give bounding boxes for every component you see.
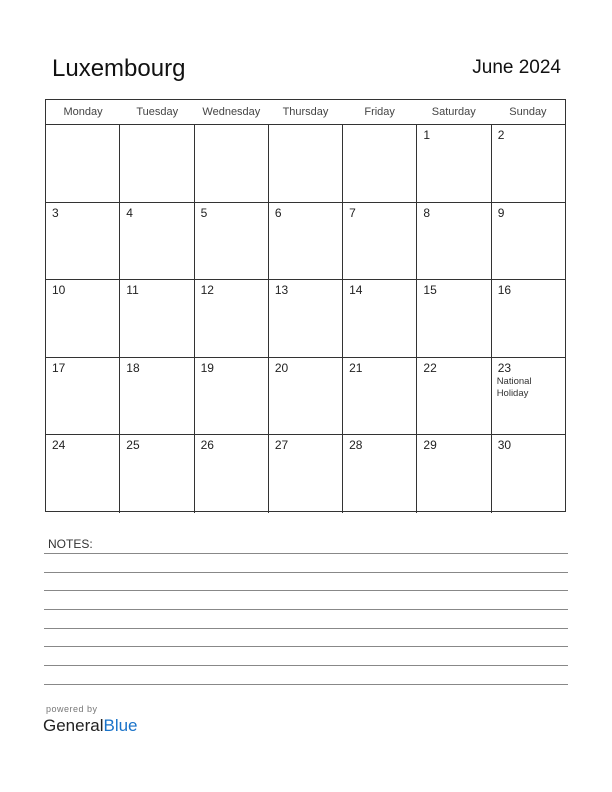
weekday-sunday: Sunday (509, 106, 547, 118)
day-cell (343, 280, 417, 357)
week-row (46, 435, 565, 513)
day-cell (492, 125, 565, 202)
day-cell (46, 203, 120, 280)
notes-line (44, 590, 568, 591)
day-number: 18 (126, 360, 140, 375)
day-number: 20 (274, 360, 289, 375)
day-cell (417, 435, 491, 513)
day-cell (492, 203, 565, 280)
notes-line (44, 609, 568, 610)
day-cell (343, 125, 417, 202)
day-cell (120, 125, 194, 202)
day-cell (195, 280, 269, 357)
day-number: 17 (52, 360, 66, 375)
weekday-header (46, 100, 565, 125)
day-cell (46, 280, 120, 357)
day-number: 27 (274, 438, 289, 453)
day-cell (46, 125, 120, 202)
day-number: 1 (423, 128, 431, 142)
day-number: 22 (423, 360, 437, 375)
day-number: 10 (52, 283, 66, 298)
week-row (46, 358, 565, 436)
notes-line (44, 553, 568, 554)
day-cell (343, 358, 417, 435)
calendar-grid (45, 99, 566, 512)
day-number: 16 (497, 283, 512, 298)
day-number: 19 (200, 360, 214, 375)
day-cell (269, 280, 343, 357)
holiday-label: National Holiday (496, 375, 532, 399)
day-cell (492, 435, 565, 513)
day-number: 15 (423, 283, 437, 298)
day-cell (417, 203, 491, 280)
day-cell (269, 358, 343, 435)
weekday-friday: Friday (364, 106, 395, 118)
day-cell (195, 358, 269, 435)
day-number: 28 (349, 438, 363, 453)
day-cell (343, 203, 417, 280)
day-cell (195, 125, 269, 202)
day-number: 5 (200, 205, 208, 220)
brand-blue: Blue (103, 716, 138, 735)
notes-line (44, 572, 568, 573)
day-number: 23 (497, 360, 512, 375)
day-cell (492, 358, 565, 435)
notes-line (44, 665, 568, 666)
day-cell (343, 435, 417, 513)
notes-label: NOTES: (48, 537, 93, 551)
week-row (46, 125, 565, 203)
weekday-saturday: Saturday (431, 106, 476, 118)
day-number: 14 (349, 283, 363, 298)
day-cell (417, 280, 491, 357)
day-cell (195, 203, 269, 280)
day-number: 6 (274, 205, 282, 220)
day-number: 12 (200, 283, 214, 298)
day-number: 4 (126, 205, 133, 220)
day-cell (120, 358, 194, 435)
day-cell (195, 435, 269, 513)
weekday-wednesday: Wednesday (202, 106, 261, 118)
day-number: 3 (52, 205, 59, 220)
day-number: 8 (423, 205, 431, 220)
weekday-thursday: Thursday (282, 106, 329, 118)
day-cell (269, 125, 343, 202)
day-number: 13 (274, 283, 289, 298)
day-number: 2 (497, 128, 505, 142)
day-number: 21 (349, 360, 363, 375)
day-cell (269, 435, 343, 513)
brand-logo (43, 716, 138, 736)
week-row (46, 280, 565, 358)
day-cell (492, 280, 565, 357)
calendar-title: Luxembourg (52, 55, 186, 82)
weekday-monday: Monday (63, 106, 103, 118)
day-cell (46, 358, 120, 435)
day-number: 11 (126, 283, 139, 298)
day-cell (120, 203, 194, 280)
day-number: 26 (200, 438, 214, 453)
calendar-month: June 2024 (472, 57, 561, 78)
weekday-tuesday: Tuesday (136, 106, 179, 118)
day-number: 24 (52, 438, 66, 453)
notes-line (44, 628, 568, 629)
day-cell (46, 435, 120, 513)
day-number: 9 (497, 205, 505, 220)
notes-line (44, 684, 568, 685)
powered-by-text: powered by (46, 704, 98, 714)
day-cell (417, 125, 491, 202)
day-cell (269, 203, 343, 280)
day-number: 29 (423, 438, 437, 453)
day-number: 30 (497, 438, 512, 453)
day-number: 7 (349, 205, 356, 220)
day-cell (417, 358, 491, 435)
day-cell (120, 280, 194, 357)
week-row (46, 203, 565, 281)
day-cell (120, 435, 194, 513)
day-number: 25 (126, 438, 140, 453)
notes-line (44, 646, 568, 647)
brand-general: General (43, 716, 104, 735)
